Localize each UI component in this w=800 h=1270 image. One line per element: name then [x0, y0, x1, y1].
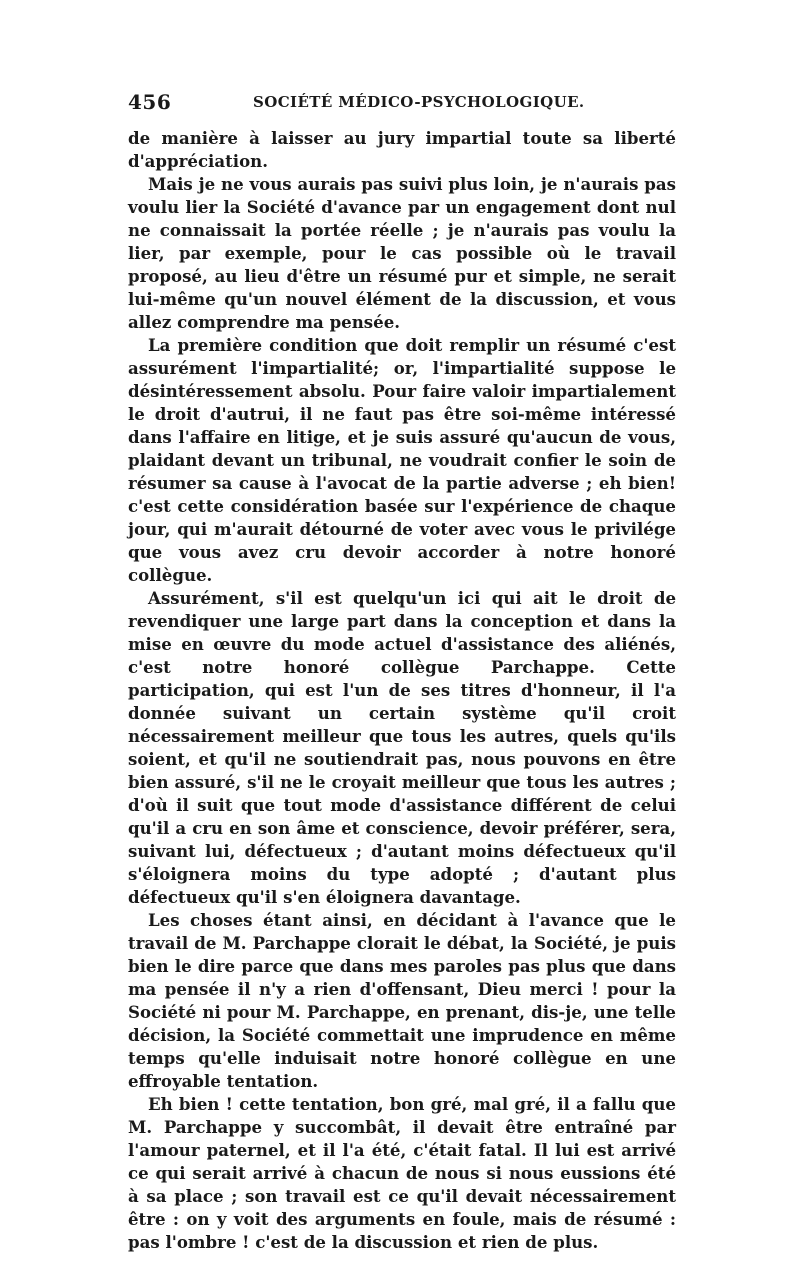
- page-number: 456: [128, 90, 172, 114]
- paragraph: Les choses étant ainsi, en décidant à l'avance que le travail de M. Parchappe clorait le débat, la Société, je puis bien le dire parce que dans mes paroles pas plus que dans ma pensée il n'y a rien d'offensant, Dieu merci ! pour la Société ni pour M. Parchappe, en prenant, dis-je, une telle décision, la Société commettait une imprudence en même temps qu'elle induisait notre honoré collègue en une effroyable tentation.: [128, 910, 676, 1091]
- paragraph: Eh bien ! cette tentation, bon gré, mal gré, il a fallu que M. Parchappe y succombât, il devait être entraîné par l'amour paternel, et il l'a été, c'était fatal. Il lui est arrivé ce qui serait arrivé à chacun de nous si nous eussions été à sa place ; son travail est ce qu'il devait nécessairement être : on y voit des arguments en foule, mais de résumé : pas l'ombre ! c'est de la discussion et rien de plus.: [128, 1094, 676, 1252]
- paragraph: La première condition que doit remplir un résumé c'est assurément l'impartialité; or, l'impartialité suppose le désintéressement absolu. Pour faire valoir impartialement le droit d'autrui, il ne faut pas être soi-même intéressé dans l'affaire en litige, et je suis assuré qu'aucun de vous, plaidant devant un tribunal, ne voudrait confier le soin de résumer sa cause à l'avocat de la partie adverse ; eh bien! c'est cette considération basée sur l'expérience de chaque jour, qui m'aurait détourné de voter avec vous le privilége que vous avez cru devoir accorder à notre honoré collègue.: [128, 335, 676, 585]
- paragraph: de manière à laisser au jury impartial toute sa liberté d'appréciation.: [128, 128, 676, 171]
- page-header: [128, 90, 676, 118]
- running-head: SOCIÉTÉ MÉDICO-PSYCHOLOGIQUE.: [253, 93, 585, 111]
- paragraph: Mais je ne vous aurais pas suivi plus loin, je n'aurais pas voulu lier la Société d'avance par un engagement dont nul ne connaissait la portée réelle ; je n'aurais pas voulu la lier, par exemple, pour le cas possible où le travail proposé, au lieu d'être un résumé pur et simple, ne serait lui-même qu'un nouvel élément de la discussion, et vous allez comprendre ma pensée.: [128, 174, 676, 332]
- page-body: [128, 127, 676, 1254]
- paragraph: Assurément, s'il est quelqu'un ici qui ait le droit de revendiquer une large part dans la conception et dans la mise en œuvre du mode actuel d'assistance des aliénés, c'est notre honoré collègue Parchappe. Cette participation, qui est l'un de ses titres d'honneur, il l'a donnée suivant un certain système qu'il croit nécessairement meilleur que tous les autres, quels qu'ils soient, et qu'il ne soutiendrait pas, nous pouvons en être bien assuré, s'il ne le croyait meilleur que tous les autres ; d'où il suit que tout mode d'assistance différent de celui qu'il a cru en son âme et conscience, devoir préférer, sera, suivant lui, défectueux ; d'autant moins défectueux qu'il s'éloignera moins du type adopté ; d'autant plus défectueux qu'il s'en éloignera davantage.: [128, 588, 676, 907]
